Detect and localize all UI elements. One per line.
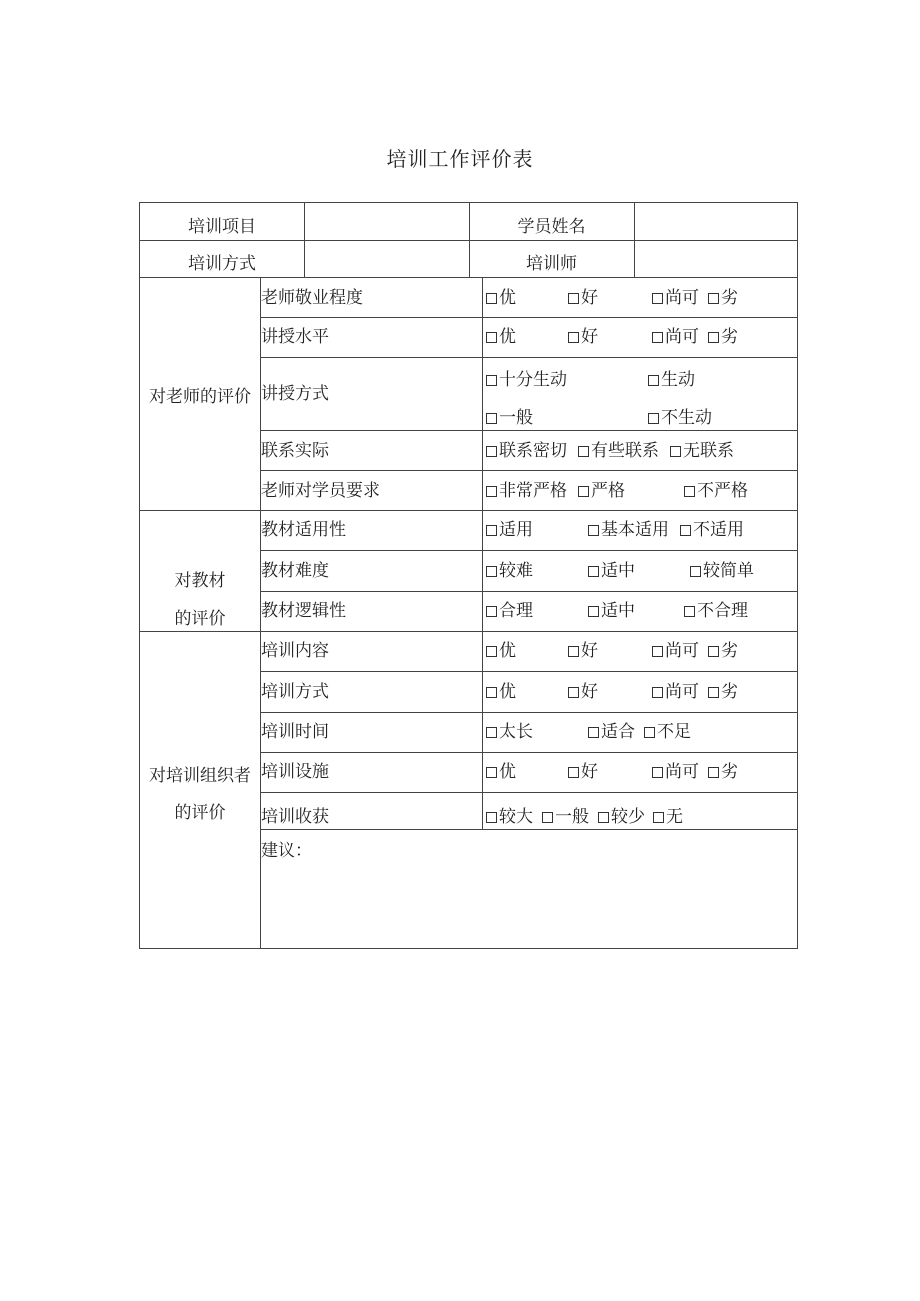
- option-checkbox[interactable]: 好: [568, 327, 598, 347]
- option-checkbox[interactable]: 生动: [648, 370, 695, 390]
- checkbox-icon: [708, 687, 719, 698]
- option-checkbox[interactable]: 较难: [486, 561, 533, 581]
- option-checkbox[interactable]: 一般: [542, 807, 589, 827]
- checkbox-icon: [588, 566, 599, 577]
- checkbox-icon: [568, 646, 579, 657]
- checkbox-icon: [588, 525, 599, 536]
- option-checkbox[interactable]: 适中: [588, 561, 635, 581]
- option-checkbox[interactable]: 不适用: [680, 520, 744, 540]
- checkbox-icon: [486, 687, 497, 698]
- checkbox-icon: [486, 812, 497, 823]
- checkbox-icon: [684, 606, 695, 617]
- suggestion-label: 建议：: [261, 841, 312, 861]
- section-organizer-label-1: 对培训组织者: [149, 766, 251, 786]
- option-checkbox[interactable]: 优: [486, 682, 516, 702]
- checkbox-icon: [568, 687, 579, 698]
- option-checkbox[interactable]: 劣: [708, 288, 738, 308]
- checkbox-icon: [652, 687, 663, 698]
- checkbox-icon: [652, 646, 663, 657]
- checkbox-icon: [486, 293, 497, 304]
- option-checkbox[interactable]: 基本适用: [588, 520, 669, 540]
- option-checkbox[interactable]: 较简单: [690, 561, 754, 581]
- checkbox-icon: [708, 293, 719, 304]
- item-label: 培训收获: [261, 807, 329, 827]
- option-checkbox[interactable]: 不足: [644, 722, 691, 742]
- option-checkbox[interactable]: 劣: [708, 327, 738, 347]
- project-label: 培训项目: [188, 217, 256, 237]
- option-checkbox[interactable]: 好: [568, 682, 598, 702]
- option-checkbox[interactable]: 不合理: [684, 601, 748, 621]
- option-checkbox[interactable]: 一般: [486, 408, 533, 428]
- option-checkbox[interactable]: 适合: [588, 722, 635, 742]
- checkbox-icon: [598, 812, 609, 823]
- checkbox-icon: [644, 727, 655, 738]
- item-label: 培训设施: [261, 762, 329, 782]
- option-checkbox[interactable]: 适中: [588, 601, 635, 621]
- checkbox-icon: [588, 727, 599, 738]
- item-label: 培训内容: [261, 641, 329, 661]
- checkbox-icon: [578, 486, 589, 497]
- option-checkbox[interactable]: 十分生动: [486, 370, 567, 390]
- checkbox-icon: [486, 767, 497, 778]
- method-field[interactable]: [305, 241, 468, 277]
- suggestion-field[interactable]: [262, 863, 792, 945]
- option-checkbox[interactable]: 适用: [486, 520, 533, 540]
- option-checkbox[interactable]: 优: [486, 327, 516, 347]
- checkbox-icon: [670, 446, 681, 457]
- trainer-field[interactable]: [635, 241, 797, 277]
- checkbox-icon: [486, 446, 497, 457]
- option-checkbox[interactable]: 无联系: [670, 441, 734, 461]
- option-checkbox[interactable]: 非常严格: [486, 481, 567, 501]
- option-checkbox[interactable]: 尚可: [652, 682, 699, 702]
- section-material-label-1: 对教材: [174, 571, 226, 591]
- option-checkbox[interactable]: 优: [486, 641, 516, 661]
- checkbox-icon: [486, 566, 497, 577]
- page-title: 培训工作评价表: [386, 147, 534, 171]
- checkbox-icon: [542, 812, 553, 823]
- option-checkbox[interactable]: 劣: [708, 641, 738, 661]
- item-label: 老师敬业程度: [261, 288, 363, 308]
- item-label: 教材适用性: [261, 520, 346, 540]
- checkbox-icon: [568, 332, 579, 343]
- item-label: 讲授水平: [261, 327, 329, 347]
- item-label: 讲授方式: [261, 384, 329, 404]
- checkbox-icon: [568, 293, 579, 304]
- option-checkbox[interactable]: 优: [486, 288, 516, 308]
- option-checkbox[interactable]: 有些联系: [578, 441, 659, 461]
- checkbox-icon: [648, 375, 659, 386]
- option-checkbox[interactable]: 尚可: [652, 327, 699, 347]
- option-checkbox[interactable]: 不生动: [648, 408, 712, 428]
- checkbox-icon: [568, 767, 579, 778]
- item-label: 老师对学员要求: [261, 481, 380, 501]
- option-checkbox[interactable]: 较少: [598, 807, 645, 827]
- checkbox-icon: [652, 332, 663, 343]
- item-label: 教材逻辑性: [261, 601, 346, 621]
- checkbox-icon: [684, 486, 695, 497]
- checkbox-icon: [588, 606, 599, 617]
- checkbox-icon: [486, 486, 497, 497]
- student-name-field[interactable]: [635, 203, 797, 240]
- trainer-label: 培训师: [526, 254, 577, 274]
- option-checkbox[interactable]: 太长: [486, 722, 533, 742]
- option-checkbox[interactable]: 尚可: [652, 288, 699, 308]
- option-checkbox[interactable]: 较大: [486, 807, 533, 827]
- checkbox-icon: [653, 812, 664, 823]
- checkbox-icon: [486, 413, 497, 424]
- checkbox-icon: [486, 525, 497, 536]
- option-checkbox[interactable]: 劣: [708, 762, 738, 782]
- checkbox-icon: [648, 413, 659, 424]
- checkbox-icon: [690, 566, 701, 577]
- option-checkbox[interactable]: 尚可: [652, 641, 699, 661]
- option-checkbox[interactable]: 合理: [486, 601, 533, 621]
- checkbox-icon: [486, 332, 497, 343]
- item-label: 培训方式: [261, 682, 329, 702]
- option-checkbox[interactable]: 不严格: [684, 481, 748, 501]
- option-checkbox[interactable]: 优: [486, 762, 516, 782]
- section-material-label-2: 的评价: [174, 609, 226, 629]
- option-checkbox[interactable]: 无: [653, 807, 683, 827]
- checkbox-icon: [680, 525, 691, 536]
- option-checkbox[interactable]: 好: [568, 641, 598, 661]
- checkbox-icon: [652, 767, 663, 778]
- checkbox-icon: [486, 646, 497, 657]
- item-label: 培训时间: [261, 722, 329, 742]
- evaluation-form: [139, 202, 798, 949]
- section-organizer-label-2: 的评价: [174, 803, 226, 823]
- section-teacher-label: 对老师的评价: [149, 387, 251, 407]
- checkbox-icon: [486, 727, 497, 738]
- item-label: 联系实际: [261, 441, 329, 461]
- item-label: 教材难度: [261, 561, 329, 581]
- checkbox-icon: [708, 646, 719, 657]
- option-checkbox[interactable]: 尚可: [652, 762, 699, 782]
- option-checkbox[interactable]: 好: [568, 288, 598, 308]
- checkbox-icon: [652, 293, 663, 304]
- checkbox-icon: [708, 332, 719, 343]
- checkbox-icon: [578, 446, 589, 457]
- option-checkbox[interactable]: 好: [568, 762, 598, 782]
- student-name-label: 学员姓名: [517, 217, 586, 237]
- project-field[interactable]: [305, 203, 468, 240]
- checkbox-icon: [486, 375, 497, 386]
- checkbox-icon: [486, 606, 497, 617]
- option-checkbox[interactable]: 劣: [708, 682, 738, 702]
- method-label: 培训方式: [188, 254, 256, 274]
- checkbox-icon: [708, 767, 719, 778]
- option-checkbox[interactable]: 严格: [578, 481, 625, 501]
- option-checkbox[interactable]: 联系密切: [486, 441, 567, 461]
